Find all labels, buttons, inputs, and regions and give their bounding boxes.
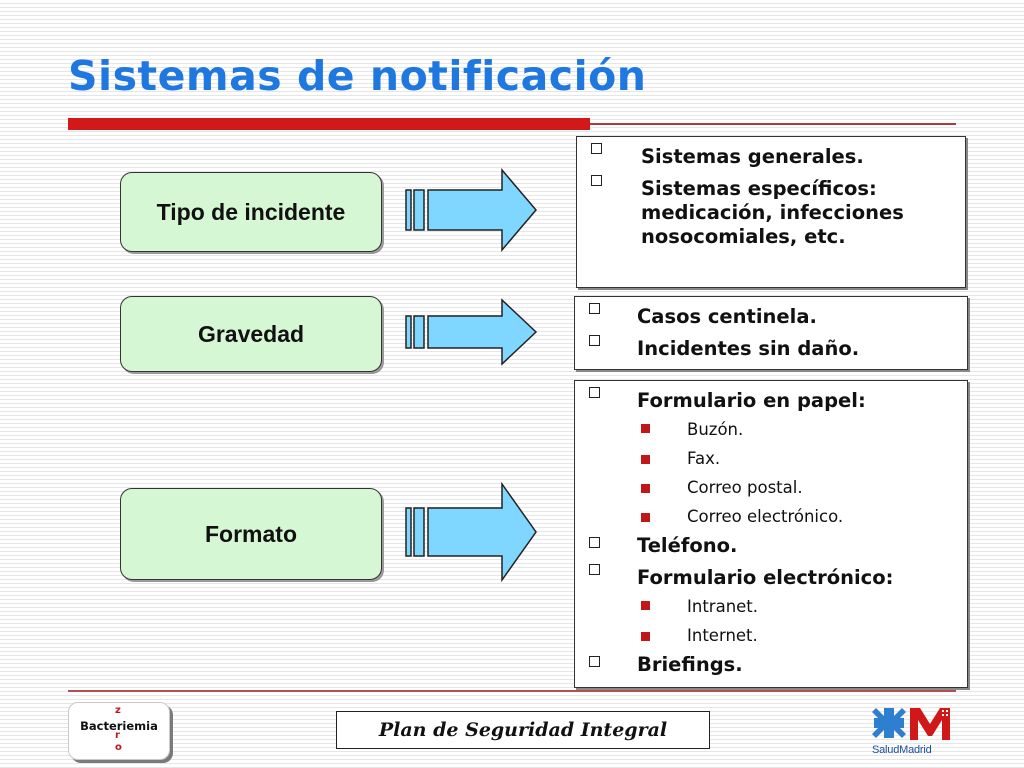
checkbox-bullet-icon: [589, 335, 600, 346]
arrow-right-icon: [404, 482, 538, 582]
sub-list-item: Correo postal.: [575, 473, 967, 502]
sub-list-item: Correo electrónico.: [575, 502, 967, 531]
salud-madrid-logo: [872, 704, 958, 762]
sub-list-item: Intranet.: [575, 590, 967, 621]
list-item: Teléfono.: [575, 531, 967, 558]
square-bullet-icon: [641, 455, 650, 464]
checkbox-bullet-icon: [589, 387, 600, 398]
arrow-right-icon: [404, 168, 538, 252]
checkbox-bullet-icon: [589, 303, 600, 314]
sub-list-item: Fax.: [575, 444, 967, 473]
list-box-gravedad: [574, 296, 968, 370]
salud-madrid-icon: [872, 704, 958, 744]
sub-list-item: Buzón.: [575, 413, 967, 444]
sub-list-item: Internet.: [575, 621, 967, 650]
footer-plan-label: Plan de Seguridad Integral: [336, 711, 710, 749]
checkbox-bullet-icon: [589, 564, 600, 575]
square-bullet-icon: [641, 424, 650, 433]
list-item: Formulario en papel:: [575, 381, 967, 413]
category-label: Formato: [205, 520, 297, 547]
arrow-right-icon: [404, 298, 538, 366]
list-item: Casos centinela.: [575, 297, 967, 329]
salud-madrid-text: SaludMadrid: [872, 744, 932, 756]
list-box-formato: [574, 380, 968, 688]
checkbox-bullet-icon: [591, 143, 602, 154]
square-bullet-icon: [641, 632, 650, 641]
checkbox-bullet-icon: [591, 175, 602, 186]
checkbox-bullet-icon: [589, 537, 600, 548]
list-item: Sistemas generales.: [577, 137, 965, 169]
square-bullet-icon: [641, 484, 650, 493]
category-label: Gravedad: [197, 320, 305, 347]
square-bullet-icon: [641, 601, 650, 610]
list-item: Formulario electrónico:: [575, 558, 967, 590]
list-box-tipo: [576, 136, 966, 288]
checkbox-bullet-icon: [589, 656, 600, 667]
footer-divider: [68, 690, 956, 692]
logo-text: Bacteriemia: [80, 719, 158, 733]
bacteriemia-zero-logo: z r o Bacteriemia: [68, 702, 170, 760]
category-box-tipo: [120, 172, 382, 252]
title-underline-thin: [590, 123, 956, 125]
category-box-gravedad: [120, 296, 382, 372]
list-item: Sistemas específicos: medicación, infecciones nosocomiales, etc.: [577, 169, 965, 249]
list-item: Incidentes sin daño.: [575, 329, 967, 361]
title-underline-red: [68, 118, 590, 130]
list-item: Briefings.: [575, 650, 967, 677]
page-title: Sistemas de notificación: [68, 52, 647, 100]
category-box-formato: [120, 488, 382, 580]
category-label: Tipo de incidente: [156, 198, 346, 225]
square-bullet-icon: [641, 513, 650, 522]
